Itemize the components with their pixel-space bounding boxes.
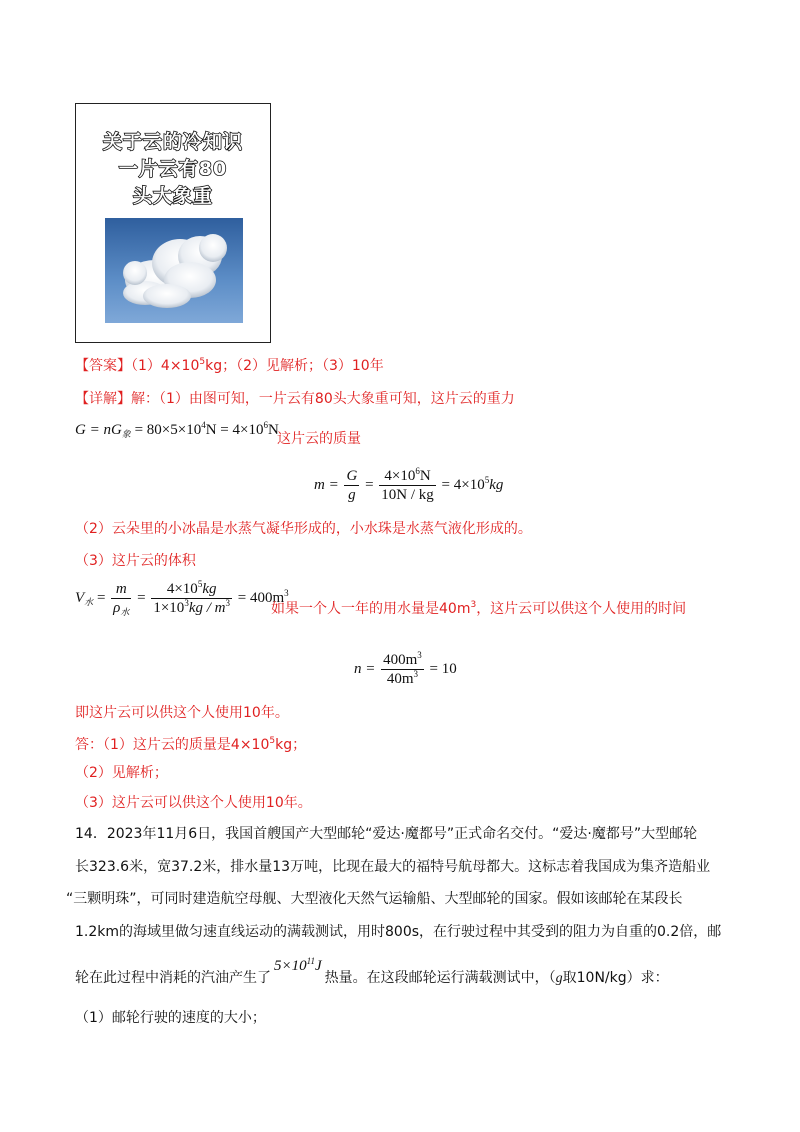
formula3-frac2 [151,580,232,617]
q14-g-symbol: g [555,971,563,986]
formula4-num: 400m [383,652,418,668]
formula3-frac1 [111,580,131,617]
formula3-lhs: V [75,589,85,606]
formula2-num2a: 4×10 [384,468,416,484]
formula3-den2b: kg / m [188,600,226,616]
formula3-num2b: kg [202,581,217,597]
formula3-num1: m [111,580,131,599]
poster-title-line2: 一片云有80 [118,158,228,180]
final-answer-2: （2）见解析； [75,765,168,781]
formula2-frac2 [379,467,436,504]
question-14-part-1: （1）邮轮行驶的速度的大小； [75,1010,266,1026]
final-answer-1 [75,735,306,755]
mass-formula: m = $\frac{G}{g}$ = $\frac{4\times 10^6N}{10N / kg}$ = $4\times 10^5kg$ [314,466,504,503]
formula2-num2b: N [419,468,431,484]
ans1-sup: 5 [269,736,276,746]
conclusion-line: 即这片云可以供这个人使用10年。 [75,705,289,721]
usage-sup: 3 [470,600,477,610]
formula3-num2a: 4×10 [166,581,198,597]
formula1-mid: = 80×5×10 [130,422,202,438]
usage-line [271,599,686,619]
answer-text-a: （1）4×10 [131,358,200,374]
answer-line [75,356,384,376]
formula3-result-sup: 3 [284,587,289,598]
formula4-result: = 10 [429,660,457,677]
formula2-den2: 10N / kg [381,487,434,503]
answer-tag: 【答案】 [75,358,131,374]
cloud-illustration [105,218,243,323]
formula4-den: 40m [386,671,414,687]
q14-l5-text-c: 取10N/kg）求： [562,970,669,986]
formula1-unit: N [267,422,279,438]
formula1-lhs: G = nG [75,422,122,438]
formula4-den-sup: 3 [413,669,419,679]
formula3-result: = 400m [237,589,285,606]
explanation-line-2: （2）云朵里的小冰晶是水蒸气凝华形成的，小水珠是水蒸气液化形成的。 [75,521,532,537]
formula2-num1: G [346,468,358,484]
formula3-den1-sub: 水 [120,607,130,617]
detail-line [75,389,515,409]
formula1-mid2: N = 4×10 [205,422,264,438]
formula2-frac1 [344,467,359,504]
formula2-result-a: = 4×10 [441,476,485,493]
detail-tag: 【详解】 [75,391,131,407]
ans1-text-b: kg； [275,737,307,753]
question-14-line-3: “三颗明珠”，可同时建造航空母舰、大型液化天然气运输船、大型邮轮的国家。假如该邮轮在某段长 [66,891,683,907]
usage-text-a: 如果一个人一年的用水量是40m [271,601,471,617]
question-14-line-1: 14．2023年11月6日，我国首艘国产大型邮轮“爱达·魔都号”正式命名交付。“爱达·魔都号”大型邮轮 [75,826,698,842]
formula3-num2sup: 5 [197,579,203,589]
cloud-photo [105,218,243,323]
formula1-sub: 象 [121,429,131,439]
formula3-den2a: 1×10 [153,600,185,616]
formula3-lhs-sub: 水 [84,596,94,607]
question-14-line-4: 1.2km的海域里做匀速直线运动的满载测试，用时800s，在行驶过程中其受到的阻力为自重的0.2倍，邮 [75,924,722,940]
formula3-den2sup2: 3 [225,598,230,608]
formula2-num2sup: 6 [415,466,420,476]
poster-title-line1: 关于云的冷知识 [102,131,243,153]
formula2-m: m = [314,476,339,493]
formula2-result-sup: 5 [484,474,490,485]
ans1-text-a: 答：（1）这片云的质量是4×10 [75,737,270,753]
q14-heat-sup: 11 [306,956,315,966]
gravity-formula [75,422,279,439]
formula4-lhs: n = [354,660,376,677]
formula2-den1: g [348,487,356,503]
question-14-line-2: 长323.6米，宽37.2米，排水量13万吨，比现在最大的福特号航母都大。这标志着我国成为集齐造船业 [75,859,711,875]
mass-label: 这片云的质量 [277,431,361,447]
poster-title-line3: 头大象重 [132,185,213,207]
answer-sup: 5 [199,357,206,367]
formula3-den2sup: 3 [184,598,189,608]
q14-heat-value: 5×10 [274,958,307,974]
q14-l5-text-a: 轮在此过程中消耗的汽油产生了 [75,970,271,986]
formula4-frac [381,651,424,688]
detail-text: 解：（1）由图可知，一片云有80头大象重可知，这片云的重力 [131,391,515,407]
q14-heat-unit: J [314,958,322,974]
volume-formula: $V_水$ = $\frac{m}{\rho_水}$ = $\frac{4\times 10^5kg}{1\times 10^3kg / m^3}$ = $400m^3$ [75,579,289,617]
formula4-num-sup: 3 [417,650,422,660]
formula2-result-b: kg [489,476,504,493]
explanation-line-3: （3）这片云的体积 [75,553,196,569]
time-formula [354,651,457,688]
formula3-den1: ρ [113,600,121,616]
final-answer-3: （3）这片云可以供这个人使用10年。 [75,795,312,811]
usage-text-b: ，这片云可以供这个人使用的时间 [476,601,687,617]
cloud-poster-image [75,103,271,343]
answer-text-b: kg；（2）见解析；（3）10年 [205,358,384,374]
formula1-sup2: 6 [263,420,268,430]
q14-l5-text-b: 热量。在这段邮轮运行满载测试中，（ [324,970,556,986]
formula1-sup1: 4 [201,420,206,430]
